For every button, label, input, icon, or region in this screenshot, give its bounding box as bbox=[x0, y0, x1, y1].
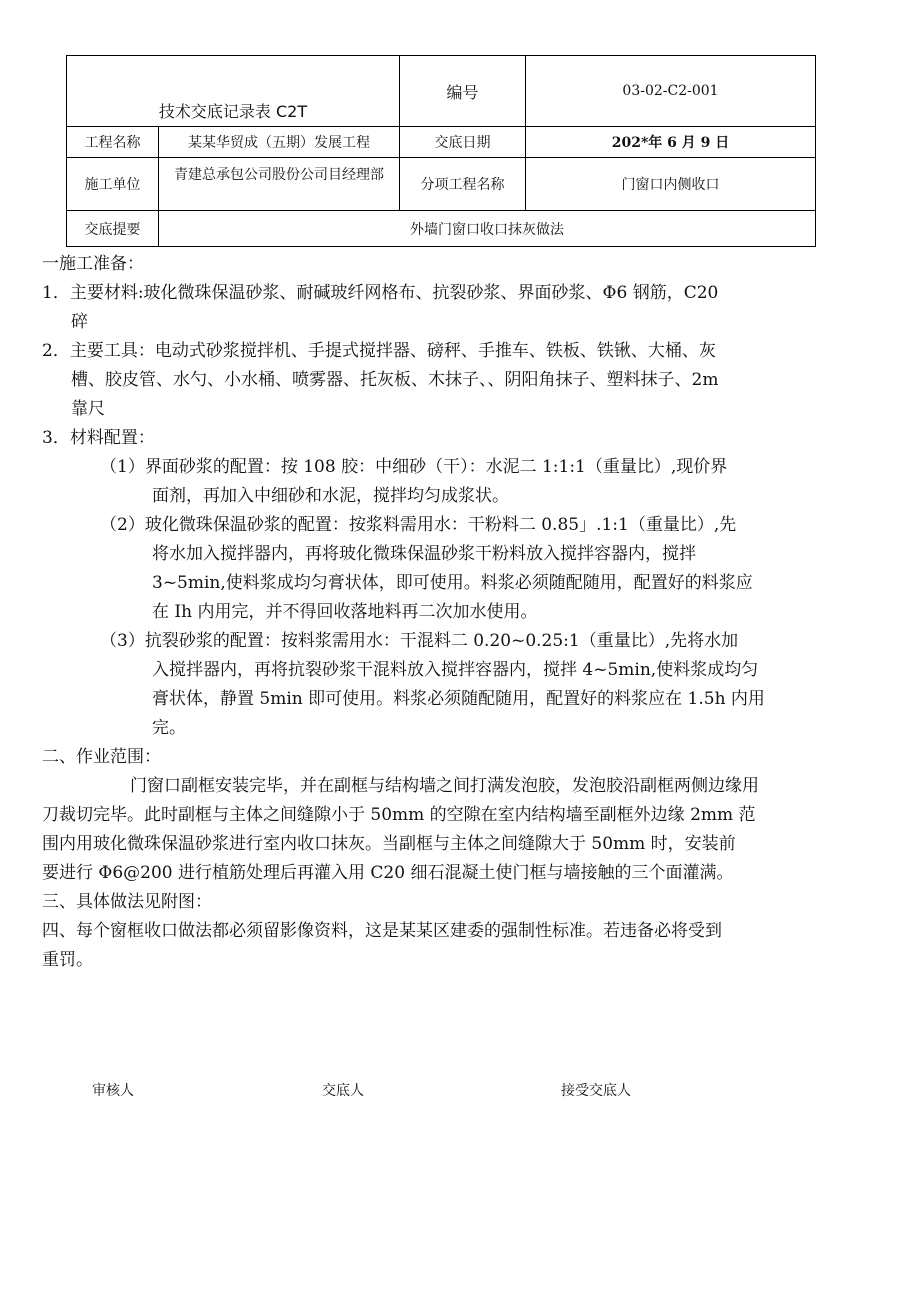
text-line: 靠尺 bbox=[71, 399, 105, 419]
code-value: 03-02-C2-001 bbox=[526, 56, 816, 127]
text-line: 要进行 Φ6@200 进行植筋处理后再灌入用 C20 细石混凝土使门框与墙接触的三个面灌满。 bbox=[42, 863, 734, 883]
text-line: （3）抗裂砂浆的配置：按料浆需用水：干混料二 0.20~0.25:1（重量比）,先将水加 bbox=[100, 631, 739, 651]
text-line: 重罚。 bbox=[42, 950, 93, 970]
project-label: 工程名称 bbox=[67, 127, 159, 158]
section-heading: 三、具体做法见附图： bbox=[42, 892, 212, 912]
unit-label: 施工单位 bbox=[67, 158, 159, 211]
summary-value: 外墙门窗口收口抹灰做法 bbox=[159, 211, 816, 247]
text-line: 在 Ih 内用完，并不得回收落地料再二次加水使用。 bbox=[152, 602, 538, 622]
document-body bbox=[42, 250, 842, 975]
unit-value: 青建总承包公司股份公司目经理部 bbox=[159, 158, 400, 211]
text-line: 3~5min,使料浆成均匀膏状体，即可使用。料浆必须随配随用，配置好的料浆应 bbox=[152, 573, 753, 593]
reviewer-signature-label: 审核人 bbox=[92, 1083, 134, 1099]
text-line: 1．主要材料:玻化微珠保温砂浆、耐碱玻纤网格布、抗裂砂浆、界面砂浆、Φ6 钢筋，C20 bbox=[42, 283, 719, 303]
record-header-table bbox=[66, 55, 816, 247]
text-line: 入搅拌器内，再将抗裂砂浆干混料放入搅拌容器内，搅拌 4~5min,使料浆成均匀 bbox=[152, 660, 759, 680]
text-line: 围内用玻化微珠保温砂浆进行室内收口抹灰。当副框与主体之间缝隙大于 50mm 时，安装前 bbox=[42, 834, 736, 854]
form-title: 技术交底记录表 C2T bbox=[67, 56, 400, 127]
text-line: 刀裁切完毕。此时副框与主体之间缝隙小于 50mm 的空隙在室内结构墙至副框外边缘 2mm 范 bbox=[42, 805, 756, 825]
text-line: 膏状体，静置 5min 即可使用。料浆必须随配随用，配置好的料浆应在 1.5h 内用 bbox=[152, 689, 765, 709]
date-label: 交底日期 bbox=[400, 127, 526, 158]
text-line: 碎 bbox=[71, 312, 88, 332]
date-value: 202*年 6 月 9 日 bbox=[526, 127, 816, 158]
presenter-signature-label: 交底人 bbox=[322, 1083, 364, 1099]
text-line: （2）玻化微珠保温砂浆的配置：按浆料需用水：干粉料二 0.85」.1:1（重量比）,先 bbox=[100, 515, 737, 535]
project-value: 某某华贸成（五期）发展工程 bbox=[159, 127, 400, 158]
subitem-label: 分项工程名称 bbox=[400, 158, 526, 211]
receiver-signature-label: 接受交底人 bbox=[561, 1083, 631, 1099]
code-label: 编号 bbox=[400, 56, 526, 127]
section-heading: 四、每个窗框收口做法都必须留影像资料，这是某某区建委的强制性标准。若违备必将受到 bbox=[42, 921, 722, 941]
text-line: （1）界面砂浆的配置：按 108 胶：中细砂（干）：水泥二 1:1:1（重量比）,现价界 bbox=[100, 457, 728, 477]
subitem-value: 门窗口内侧收口 bbox=[526, 158, 816, 211]
text-line: 门窗口副框安装完毕，并在副框与结构墙之间打满发泡胶，发泡胶沿副框两侧边缘用 bbox=[130, 776, 759, 796]
text-line: 面剂，再加入中细砂和水泥，搅拌均匀成浆状。 bbox=[152, 486, 509, 506]
section-heading: 一施工准备： bbox=[42, 254, 144, 274]
text-line: 槽、胶皮管、水勺、小水桶、喷雾器、托灰板、木抹子、、阴阳角抹子、塑料抹子、2m bbox=[71, 370, 719, 390]
text-line: 3．材料配置： bbox=[42, 428, 155, 448]
section-heading: 二、作业范围： bbox=[42, 747, 161, 767]
summary-label: 交底提要 bbox=[67, 211, 159, 247]
text-line: 完。 bbox=[152, 718, 186, 738]
text-line: 将水加入搅拌器内，再将玻化微珠保温砂浆干粉料放入搅拌容器内，搅拌 bbox=[152, 544, 696, 564]
text-line: 2．主要工具：电动式砂浆搅拌机、手提式搅拌器、磅秤、手推车、铁板、铁锹、大桶、灰 bbox=[42, 341, 716, 361]
